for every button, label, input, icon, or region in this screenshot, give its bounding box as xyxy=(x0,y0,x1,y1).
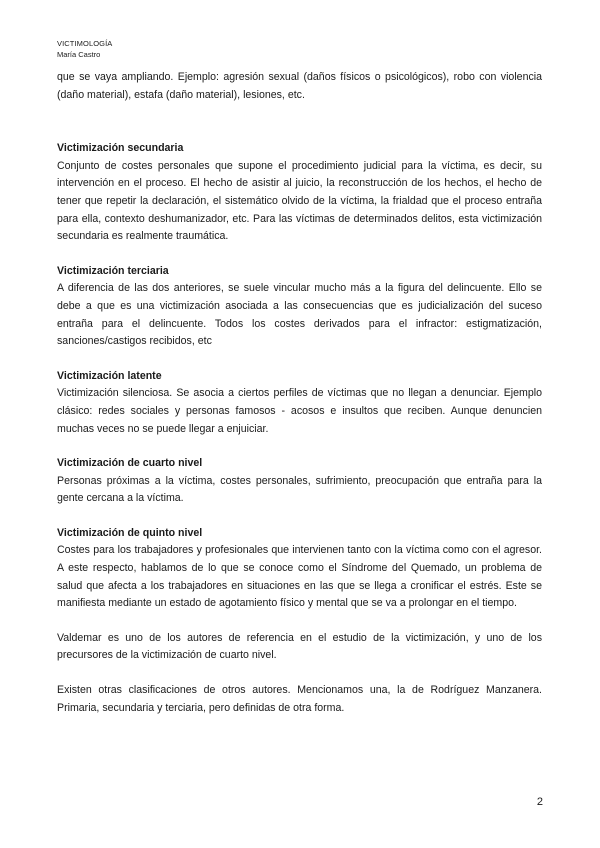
section-heading: Victimización secundaria xyxy=(57,142,184,155)
document-title: VICTIMOLOGÍA xyxy=(57,39,113,48)
section-text: Personas próximas a la víctima, costes personales, sufrimiento, preocupación que entraña para la gente cercana a la víctima. xyxy=(57,474,542,505)
page-number: 2 xyxy=(536,796,543,808)
section-heading: Victimización de cuarto nivel xyxy=(57,457,203,470)
section-cuarto-nivel xyxy=(57,455,542,508)
document-body xyxy=(57,69,542,717)
section-heading: Victimización latente xyxy=(57,369,162,382)
section-text: A diferencia de las dos anteriores, se suele vincular mucho más a la figura del delincuente. Ello se debe a que es una victimización asociada a las consecuencias que es judicialización del suceso entraña para el delincuente. Todos los costes derivados para el infractor: estigmatización, sanciones/castigos recibidos, etc xyxy=(57,282,542,348)
section-quinto-nivel xyxy=(57,525,542,613)
section-terciaria xyxy=(57,263,542,351)
paragraph-valdemar: Valdemar es uno de los autores de referencia en el estudio de la victimización, y uno de los precursores de la victimización de cuarto nivel. xyxy=(57,631,542,662)
section-heading: Victimización de quinto nivel xyxy=(57,526,203,539)
section-text: Costes para los trabajadores y profesionales que intervienen tanto con la víctima como con el agresor. A este respecto, hablamos de lo que se conoce como el Síndrome del Quemado, un problema de salud que afecta a los trabajadores en situaciones en las que se llega a cronificar el estrés. Este se manifiesta mediante un estado de agotamiento físico y mental que se va a prolongar en el tiempo. xyxy=(57,544,542,610)
section-text: Victimización silenciosa. Se asocia a ciertos perfiles de víctimas que no llegan a denunciar. Ejemplo clásico: redes sociales y personas famosos - acosos e insultos que reciben. Aunque denuncien muchas veces no se puede llegar a enjuiciar. xyxy=(57,387,542,435)
author-name: María Castro xyxy=(57,50,101,59)
page-header xyxy=(57,38,112,60)
section-secundaria xyxy=(57,140,542,246)
section-heading: Victimización terciaria xyxy=(57,264,169,277)
section-latente xyxy=(57,368,542,438)
section-text: Conjunto de costes personales que supone el procedimiento judicial para la víctima, es decir, su intervención en el proceso. El hecho de asistir al juicio, la reconstrucción de los hechos, el hecho de tener que repetir la declaración, el sistemático olvido de la víctima, la frialdad que el proceso entraña para ella, contexto deshumanizador, etc. Para las víctimas de determinados delitos, esta victimización secundaria es realmente traumática. xyxy=(57,159,542,243)
paragraph-other-classifications: Existen otras clasificaciones de otros autores. Mencionamos una, la de Rodríguez Manzanera. Primaria, secundaria y terciaria, pero definidas de otra forma. xyxy=(57,684,542,714)
intro-continuation: que se vaya ampliando. Ejemplo: agresión sexual (daños físicos o psicológicos), robo con violencia (daño material), estafa (daño material), lesiones, etc. xyxy=(57,71,542,101)
